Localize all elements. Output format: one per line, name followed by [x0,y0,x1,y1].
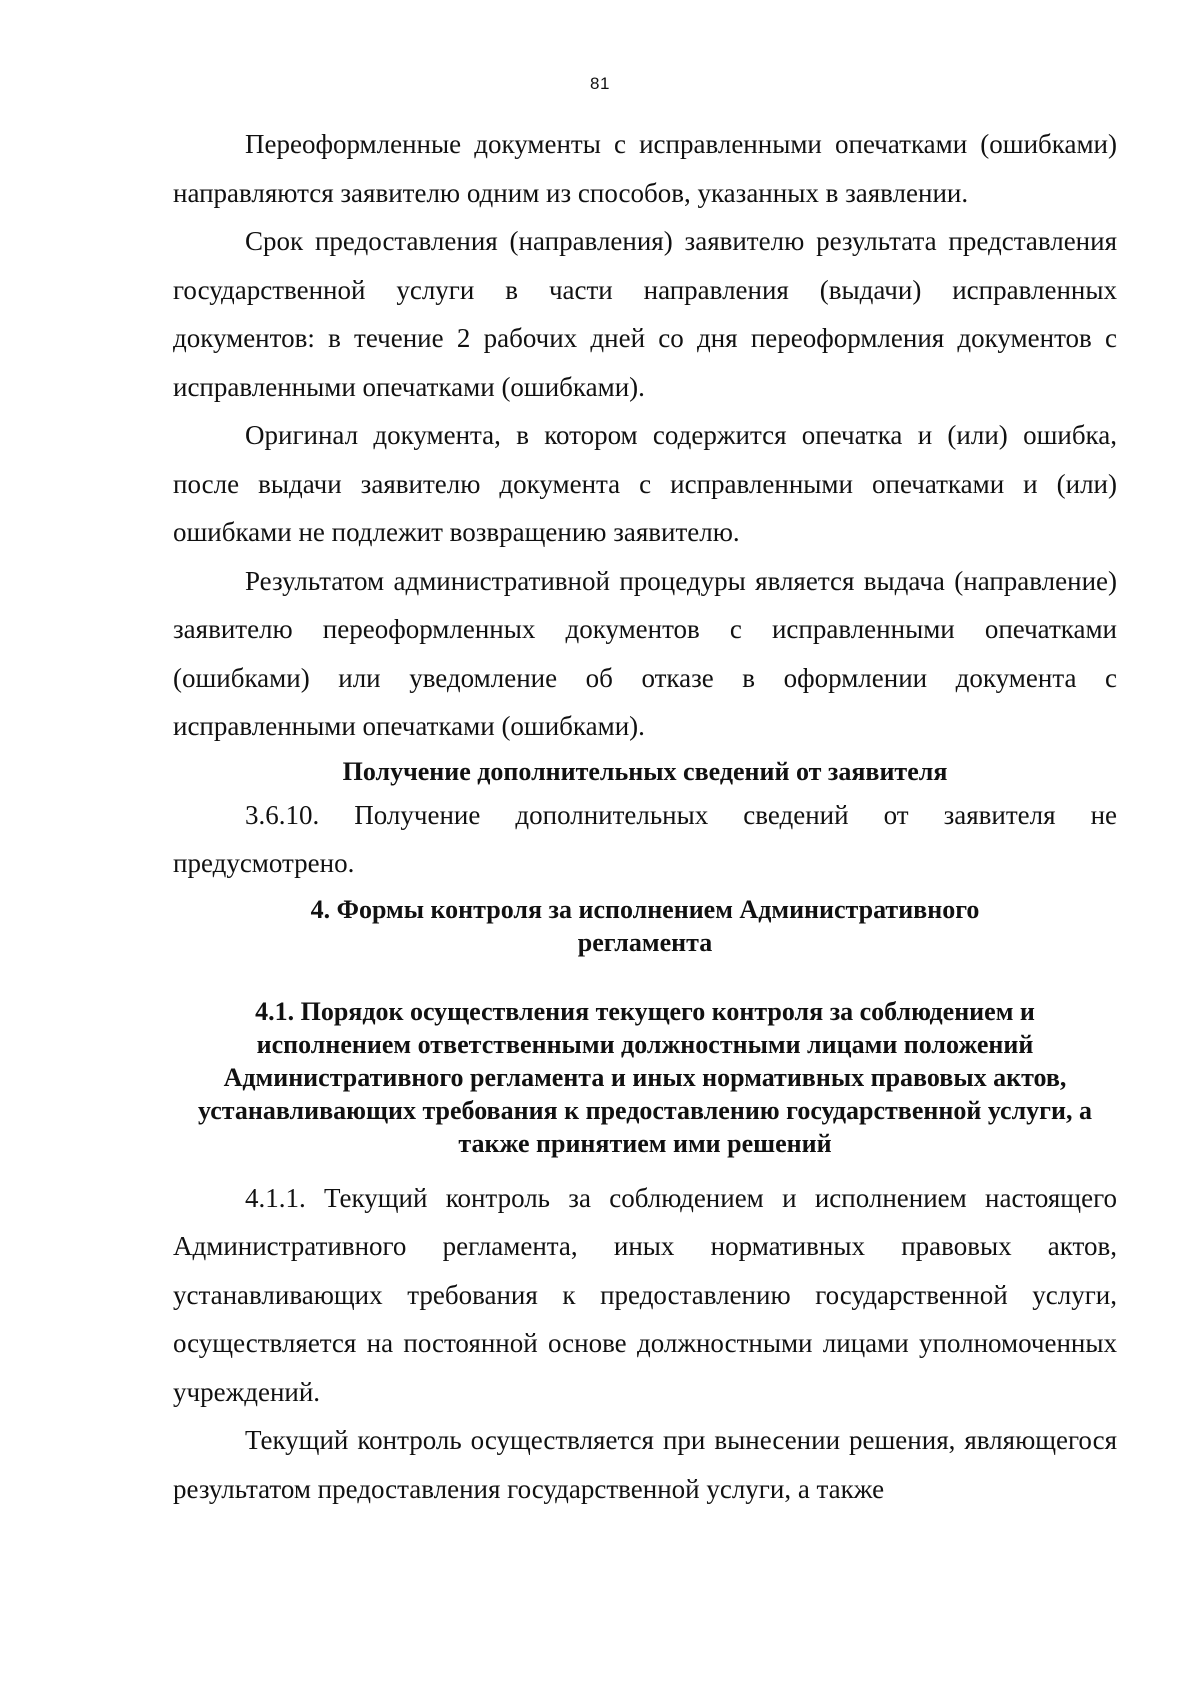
heading-section-4: 4. Формы контроля за исполнением Административного регламента [310,894,980,957]
paragraph-reissued-documents: Переоформленные документы с исправленными опечатками (ошибками) направляются заявителю одним из способов, указанных в заявлении. [173,129,1117,208]
paragraph-3-6-10: 3.6.10. Получение дополнительных сведений от заявителя не предусмотрено. [173,799,1117,878]
paragraph-current-control: Текущий контроль осуществляется при вынесении решения, являющегося результатом предоставления государственной услуги, а также [173,1425,1117,1504]
paragraph-procedure-result: Результатом административной процедуры является выдача (направление) заявителю переоформленных документов с исправленными опечатками (ошибками) или уведомление об отказе в оформлении документа с исправленными опечатками (ошибками). [173,565,1117,741]
page-number: 81 [590,74,610,93]
paragraph-4-1-1: 4.1.1. Текущий контроль за соблюдением и исполнением настоящего Административного регламента, иных нормативных правовых актов, устанавливающих требования к предоставлению государственной услуги, осуществляется на постоянной основе должностными лицами уполномоченных учреждений. [173,1182,1117,1407]
heading-additional-info: Получение дополнительных сведений от заявителя [342,756,948,786]
paragraph-delivery-term: Срок предоставления (направления) заявителю результата представления государственной услуги в части направления (выдачи) исправленных документов: в течение 2 рабочих дней со дня переоформления документов с исправленными опечатками (ошибками). [173,226,1117,402]
paragraph-original-document: Оригинал документа, в котором содержится опечатка и (или) ошибка, после выдачи заявителю документа с исправленными опечатками и (или) ошибками не подлежит возвращению заявителю. [173,420,1117,547]
page-content [173,120,1117,1513]
heading-section-4-1: 4.1. Порядок осуществления текущего контроля за соблюдением и исполнением ответственными должностными лицами положений Административного регламента и иных нормативных правовых актов, устанавливающих требования к предоставлению государственной услуги, а также принятием ими решений [198,996,1092,1158]
